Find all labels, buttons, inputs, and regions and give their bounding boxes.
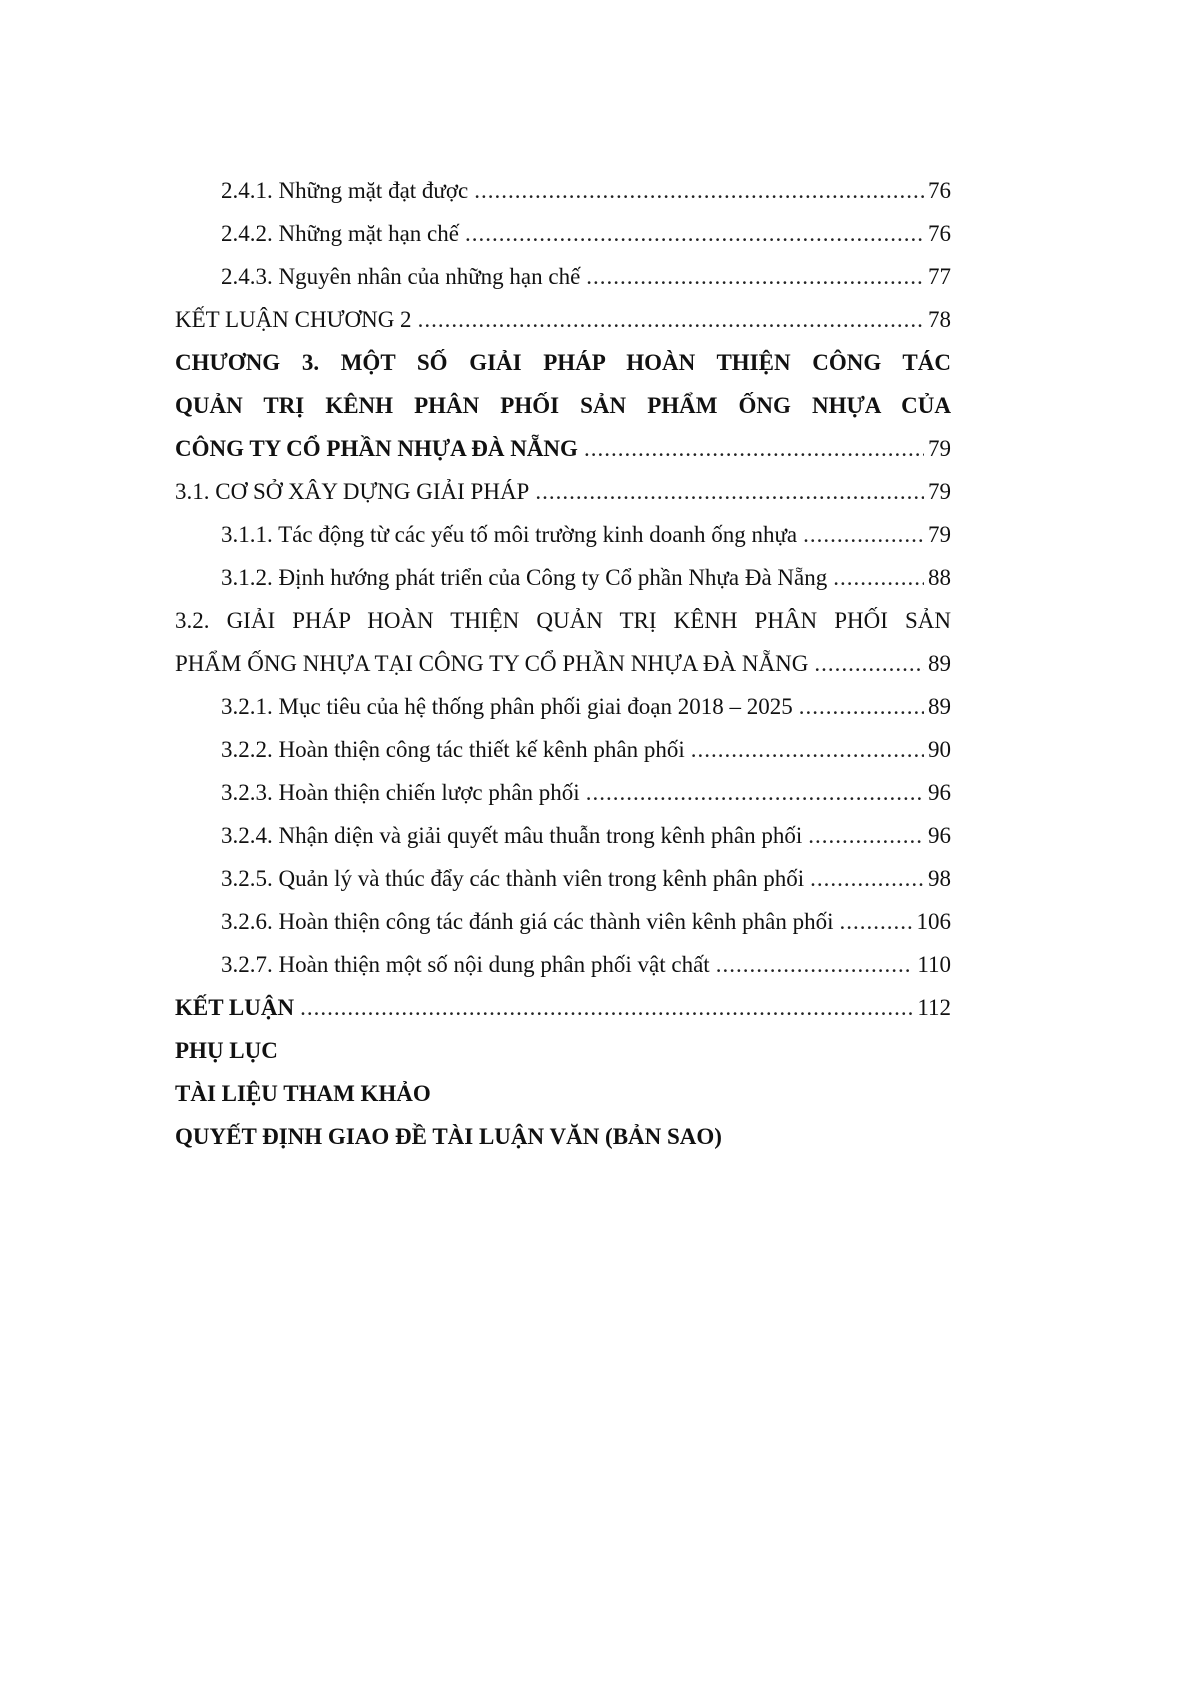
toc-leader-dots: [586, 771, 924, 814]
toc-entry-title: 2.4.3. Nguyên nhân của những hạn chế: [221, 264, 581, 289]
toc-entry-page: 78: [928, 307, 951, 332]
toc-entry-page: 98: [928, 866, 951, 891]
toc-leader-dots: [300, 986, 913, 1029]
toc-entry: [175, 470, 951, 513]
toc-entry-title: PHẨM ỐNG NHỰA TẠI CÔNG TY CỔ PHẦN NHỰA ĐÀ NẴNG: [175, 651, 809, 676]
toc-heading-line: CHƯƠNG 3. MỘT SỐ GIẢI PHÁP HOÀN THIỆN CÔNG TÁC: [175, 350, 951, 375]
toc-leader-dots: [799, 685, 924, 728]
toc-leader-dots: [808, 814, 924, 857]
toc-entry-title: 3.2.5. Quản lý và thúc đẩy các thành viên trong kênh phân phối: [221, 866, 805, 891]
toc-entry-title: 3.2.1. Mục tiêu của hệ thống phân phối giai đoạn 2018 – 2025: [221, 694, 793, 719]
toc-entry-page: 79: [928, 436, 951, 461]
toc-entry: [175, 513, 951, 556]
toc-entry-page: 76: [928, 178, 951, 203]
toc-entry-title: 3.1.1. Tác động từ các yếu tố môi trường kinh doanh ống nhựa: [221, 522, 798, 547]
toc-entry-page: 89: [928, 651, 951, 676]
toc-entry: [175, 556, 951, 599]
toc-entry-title: 2.4.1. Những mặt đạt được: [221, 178, 469, 203]
toc-leader-dots: [691, 728, 924, 771]
toc-appendix-item: QUYẾT ĐỊNH GIAO ĐỀ TÀI LUẬN VĂN (BẢN SAO): [175, 1124, 722, 1149]
toc-appendix-item: PHỤ LỤC: [175, 1038, 278, 1063]
toc-entry: [175, 642, 951, 685]
toc-entry-title: 3.2.3. Hoàn thiện chiến lược phân phối: [221, 780, 580, 805]
toc-entry-page: 77: [928, 264, 951, 289]
toc-heading-line: QUẢN TRỊ KÊNH PHÂN PHỐI SẢN PHẨM ỐNG NHỰA CỦA: [175, 393, 951, 418]
toc-heading-line: 3.2. GIẢI PHÁP HOÀN THIỆN QUẢN TRỊ KÊNH PHÂN PHỐI SẢN: [175, 608, 951, 633]
toc-entry-title: CÔNG TY CỔ PHẦN NHỰA ĐÀ NẴNG: [175, 436, 578, 461]
toc-entry-title: 3.2.2. Hoàn thiện công tác thiết kế kênh phân phối: [221, 737, 685, 762]
toc-entry-title: KẾT LUẬN: [175, 995, 295, 1020]
toc-leader-dots: [803, 513, 924, 556]
toc-appendix-item: TÀI LIỆU THAM KHẢO: [175, 1081, 431, 1106]
toc-entry: [175, 427, 951, 470]
toc-entry-page: 106: [916, 909, 951, 934]
toc-entry-title: KẾT LUẬN CHƯƠNG 2: [175, 307, 412, 332]
toc-entry: [175, 255, 951, 298]
toc-entry-page: 88: [928, 565, 951, 590]
toc-entry-title: 3.2.7. Hoàn thiện một số nội dung phân phối vật chất: [221, 952, 710, 977]
toc-entry: [175, 943, 951, 986]
toc-leader-dots: [535, 470, 924, 513]
toc-chapter-3-heading: [175, 341, 951, 427]
toc-entry-page: 112: [917, 995, 951, 1020]
toc-entry: [175, 728, 951, 771]
toc-section-3-2-heading: [175, 599, 951, 642]
toc-leader-dots: [716, 943, 914, 986]
toc-leader-dots: [418, 298, 924, 341]
toc-leader-dots: [840, 900, 913, 943]
toc-leader-dots: [474, 169, 924, 212]
toc-leader-dots: [465, 212, 924, 255]
toc-entry-title: 2.4.2. Những mặt hạn chế: [221, 221, 459, 246]
toc-entry-title: 3.2.6. Hoàn thiện công tác đánh giá các thành viên kênh phân phối: [221, 909, 834, 934]
toc-entry: [175, 900, 951, 943]
toc-entry: [175, 986, 951, 1029]
table-of-contents: [175, 169, 951, 1158]
toc-entry: [175, 169, 951, 212]
toc-entry-page: 96: [928, 823, 951, 848]
toc-entry-page: 96: [928, 780, 951, 805]
toc-entry: [175, 857, 951, 900]
toc-entry-page: 79: [928, 479, 951, 504]
toc-leader-dots: [584, 427, 924, 470]
toc-entry: [175, 298, 951, 341]
toc-entry-page: 89: [928, 694, 951, 719]
toc-entry-page: 110: [917, 952, 951, 977]
toc-entry: [175, 771, 951, 814]
toc-entry: [175, 814, 951, 857]
toc-leader-dots: [833, 556, 924, 599]
toc-entry-page: 79: [928, 522, 951, 547]
toc-entry-page: 90: [928, 737, 951, 762]
toc-entry-title: 3.1.2. Định hướng phát triển của Công ty Cổ phần Nhựa Đà Nẵng: [221, 565, 828, 590]
toc-entry-title: 3.1. CƠ SỞ XÂY DỰNG GIẢI PHÁP: [175, 479, 530, 504]
toc-leader-dots: [814, 642, 924, 685]
toc-leader-dots: [586, 255, 924, 298]
toc-leader-dots: [810, 857, 924, 900]
toc-entry-page: 76: [928, 221, 951, 246]
toc-entry-title: 3.2.4. Nhận diện và giải quyết mâu thuẫn trong kênh phân phối: [221, 823, 803, 848]
toc-entry: [175, 685, 951, 728]
toc-entry: [175, 212, 951, 255]
